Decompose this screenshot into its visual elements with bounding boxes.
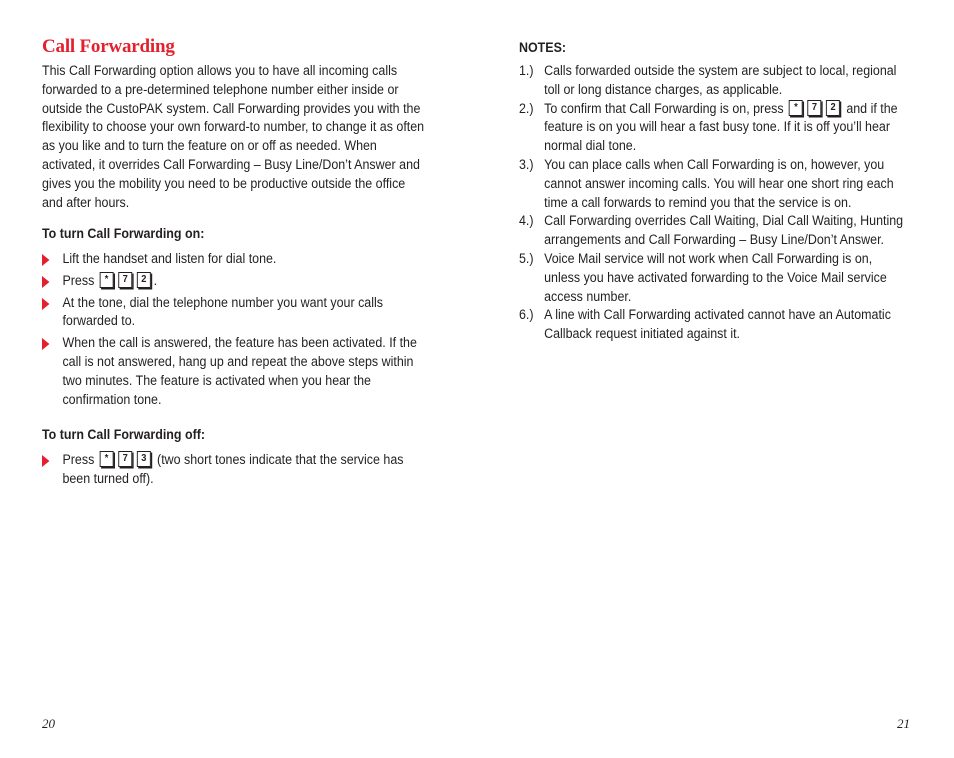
step-item (42, 294, 428, 332)
bullet-icon (42, 338, 49, 350)
note-item (519, 306, 910, 344)
bullet-icon (42, 276, 49, 288)
note-text: Call Forwarding overrides Call Waiting, Dial Call Waiting, Hunting arrangements and Call Forwarding – Busy Line/Don’t Answer. (544, 213, 904, 248)
star-key-icon: * (100, 272, 114, 288)
note-number: 1.) (519, 63, 534, 78)
note-item (519, 156, 910, 212)
step-text: When the call is answered, the feature has been activated. If the call is not answered, hang up and repeat the above steps within two minutes. The feature is activated when you hear the confirmation tone. (62, 335, 417, 407)
step-text: Press (62, 272, 95, 288)
bullet-icon (42, 298, 49, 310)
right-page (477, 0, 954, 758)
page-number: 20 (42, 716, 55, 731)
page-number: 21 (897, 716, 910, 731)
step-text-end: . (153, 272, 158, 288)
three-key-icon: 3 (137, 451, 151, 467)
step-item (42, 272, 428, 291)
seven-key-icon: 7 (118, 451, 132, 467)
bullet-icon (42, 254, 49, 266)
star-key-icon: * (789, 100, 803, 116)
step-item (42, 250, 428, 269)
two-key-icon: 2 (826, 100, 840, 116)
step-item (42, 334, 428, 409)
page-title: Call Forwarding (42, 36, 175, 57)
note-text-end: and if the feature is on you will hear a fast busy tone. If it is off you’ll hear normal dial tone. (544, 100, 898, 154)
note-item (519, 100, 910, 156)
two-key-icon: 2 (137, 272, 151, 288)
turn-on-steps (42, 250, 428, 412)
note-item (519, 250, 910, 306)
note-text: Voice Mail service will not work when Call Forwarding is on, unless you have activated forwarding to the Voice Mail service access number. (544, 250, 887, 304)
turn-on-heading: To turn Call Forwarding on: (42, 226, 205, 241)
turn-off-steps (42, 451, 428, 492)
note-text: You can place calls when Call Forwarding is on, however, you cannot answer incoming calls. You will hear one short ring each time a call forwards to remind you that the service is on. (544, 156, 894, 210)
star-key-icon: * (100, 451, 114, 467)
note-item (519, 212, 910, 250)
note-number: 6.) (519, 307, 534, 323)
seven-key-icon: 7 (118, 272, 132, 288)
note-number: 4.) (519, 213, 534, 229)
note-text: Calls forwarded outside the system are subject to local, regional toll or long distance charges, as applicable. (544, 63, 897, 97)
step-text: At the tone, dial the telephone number you want your calls forwarded to. (62, 294, 383, 329)
seven-key-icon: 7 (808, 100, 822, 116)
intro-paragraph: This Call Forwarding option allows you to have all incoming calls forwarded to a pre-determined telephone number either inside or outside the CustoPAK system. Call Forwarding provides you with the flexibility to choose your own forward-to number, to change it as often as you like and to turn the feature on or off as needed. When activated, it overrides Call Forwarding – Busy Line/Don’t Answer and gives you the mobility you need to be productive outside the office and after hours. (42, 63, 425, 210)
note-number: 2.) (519, 100, 534, 116)
turn-off-heading: To turn Call Forwarding off: (42, 427, 206, 442)
notes-heading: NOTES: (519, 40, 567, 55)
step-text-end: (two short tones indicate that the service has been turned off). (62, 452, 404, 486)
notes-list (519, 62, 910, 344)
step-text: Lift the handset and listen for dial tone. (62, 251, 277, 266)
note-number: 3.) (519, 156, 534, 172)
step-item (42, 451, 428, 489)
step-text: Press (62, 452, 95, 467)
note-number: 5.) (519, 250, 534, 266)
note-text: A line with Call Forwarding activated cannot have an Automatic Callback request initiated against it. (544, 307, 891, 342)
note-text: To confirm that Call Forwarding is on, press (544, 100, 784, 116)
bullet-icon (42, 455, 49, 467)
note-item (519, 62, 910, 100)
